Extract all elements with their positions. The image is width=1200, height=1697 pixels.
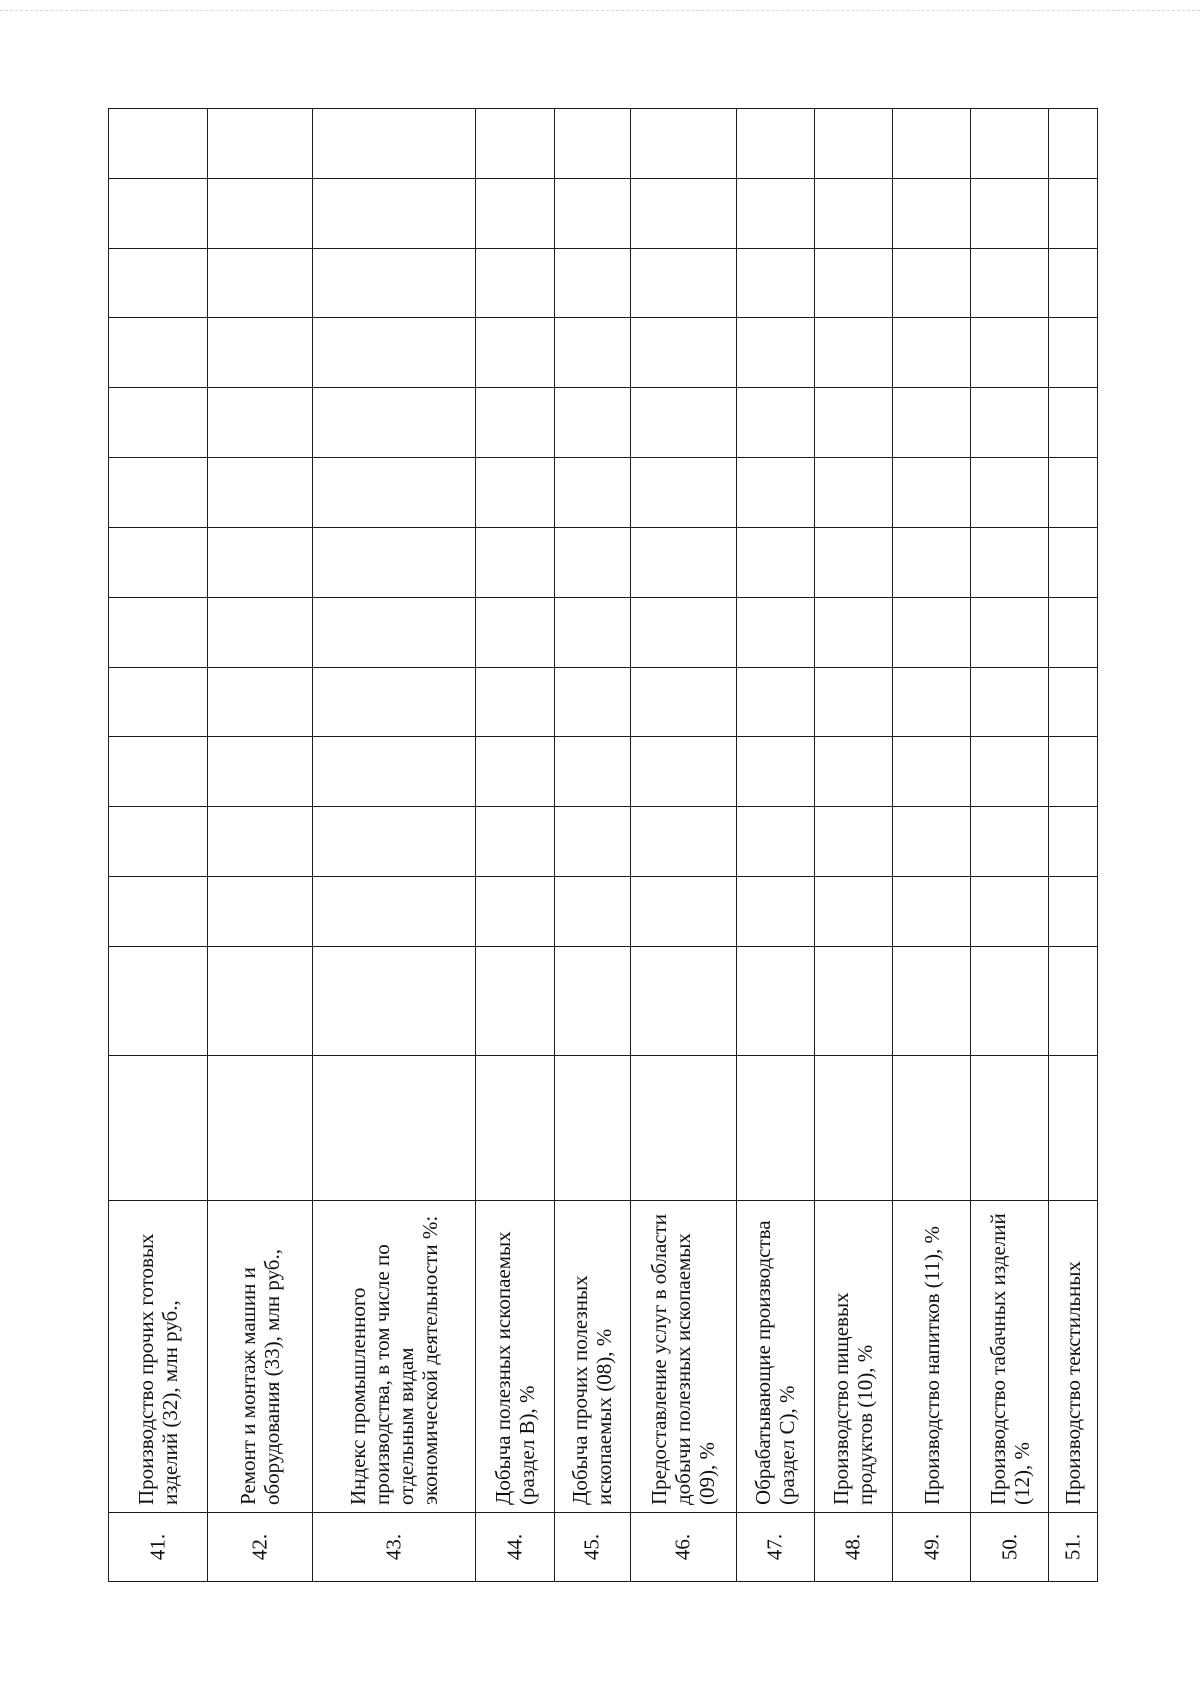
value-cell xyxy=(893,458,971,528)
value-cell xyxy=(312,178,475,248)
value-cell xyxy=(475,318,554,388)
value-cell xyxy=(207,877,312,947)
value-band xyxy=(109,667,1098,737)
row-number: 49. xyxy=(919,1533,944,1561)
value-cell xyxy=(207,248,312,318)
value-cell xyxy=(736,388,814,458)
row-number: 42. xyxy=(247,1533,272,1561)
value-cell xyxy=(893,946,971,1055)
row-number: 46. xyxy=(670,1533,695,1561)
value-cell xyxy=(736,248,814,318)
value-cell xyxy=(736,109,814,179)
value-cell xyxy=(893,737,971,807)
value-cell xyxy=(1049,109,1098,179)
value-cell xyxy=(814,109,892,179)
value-cell xyxy=(109,946,208,1055)
indicator-label: Производство напитков (11), % xyxy=(919,1225,944,1505)
value-cell xyxy=(630,109,736,179)
value-cell xyxy=(736,946,814,1055)
value-cell xyxy=(1049,458,1098,528)
row-number-cell xyxy=(630,1513,736,1582)
value-cell xyxy=(814,1056,892,1201)
indicator-label: Обрабатывающие производства (раздел C), % xyxy=(751,1220,800,1505)
value-cell xyxy=(1049,597,1098,667)
value-cell xyxy=(814,597,892,667)
value-cell xyxy=(475,1056,554,1201)
indicator-label-cell xyxy=(814,1201,892,1513)
value-cell xyxy=(1049,248,1098,318)
indicator-label-cell xyxy=(971,1201,1049,1513)
value-cell xyxy=(207,109,312,179)
value-cell xyxy=(971,597,1049,667)
value-cell xyxy=(554,458,630,528)
value-cell xyxy=(554,946,630,1055)
value-cell xyxy=(207,318,312,388)
value-cell xyxy=(736,527,814,597)
value-band xyxy=(109,946,1098,1055)
value-cell xyxy=(971,458,1049,528)
value-cell xyxy=(312,807,475,877)
value-cell xyxy=(312,527,475,597)
value-cell xyxy=(475,737,554,807)
value-band xyxy=(109,737,1098,807)
value-cell xyxy=(207,527,312,597)
value-cell xyxy=(109,109,208,179)
indicator-label-cell xyxy=(207,1201,312,1513)
value-cell xyxy=(109,737,208,807)
indicator-label-cell xyxy=(630,1201,736,1513)
value-cell xyxy=(207,946,312,1055)
value-cell xyxy=(207,597,312,667)
value-cell xyxy=(630,597,736,667)
value-cell xyxy=(814,388,892,458)
value-cell xyxy=(312,1056,475,1201)
indicator-label: Производство пищевых продуктов (10), % xyxy=(829,1292,878,1505)
value-cell xyxy=(475,667,554,737)
value-cell xyxy=(814,667,892,737)
value-cell xyxy=(109,318,208,388)
value-cell xyxy=(312,597,475,667)
value-cell xyxy=(109,807,208,877)
value-cell xyxy=(893,109,971,179)
value-cell xyxy=(736,877,814,947)
value-cell xyxy=(109,527,208,597)
value-cell xyxy=(109,1056,208,1201)
value-cell xyxy=(109,877,208,947)
value-band xyxy=(109,807,1098,877)
row-number: 41. xyxy=(145,1533,170,1561)
value-cell xyxy=(554,877,630,947)
row-number: 51. xyxy=(1060,1533,1085,1561)
value-cell xyxy=(893,527,971,597)
value-band xyxy=(109,248,1098,318)
value-cell xyxy=(312,458,475,528)
indicator-label-cell xyxy=(893,1201,971,1513)
value-band xyxy=(109,458,1098,528)
row-number-cell xyxy=(736,1513,814,1582)
value-cell xyxy=(109,667,208,737)
value-cell xyxy=(736,1056,814,1201)
value-cell xyxy=(109,178,208,248)
value-cell xyxy=(630,318,736,388)
value-cell xyxy=(312,318,475,388)
value-cell xyxy=(475,109,554,179)
value-cell xyxy=(475,458,554,528)
value-cell xyxy=(630,527,736,597)
row-number: 43. xyxy=(381,1533,406,1561)
value-cell xyxy=(475,178,554,248)
value-cell xyxy=(475,388,554,458)
row-number: 48. xyxy=(840,1533,865,1561)
value-cell xyxy=(736,667,814,737)
value-band xyxy=(109,527,1098,597)
value-cell xyxy=(971,737,1049,807)
value-cell xyxy=(893,667,971,737)
row-number-cell xyxy=(312,1513,475,1582)
value-cell xyxy=(630,388,736,458)
value-cell xyxy=(109,248,208,318)
value-cell xyxy=(630,667,736,737)
value-cell xyxy=(630,248,736,318)
value-cell xyxy=(736,178,814,248)
value-cell xyxy=(814,178,892,248)
value-cell xyxy=(1049,877,1098,947)
indicator-label: Добыча прочих полезных ископаемых (08), % xyxy=(568,1275,617,1505)
value-band xyxy=(109,318,1098,388)
value-cell xyxy=(971,178,1049,248)
value-cell xyxy=(630,458,736,528)
value-cell xyxy=(893,388,971,458)
value-cell xyxy=(207,667,312,737)
value-cell xyxy=(554,527,630,597)
indicator-label: Индекс промышленного производства, в том числе по отдельным видам экономической деятельности %: xyxy=(345,1215,442,1505)
row-number-cell xyxy=(554,1513,630,1582)
value-cell xyxy=(207,388,312,458)
value-cell xyxy=(736,597,814,667)
value-cell xyxy=(554,807,630,877)
row-number-cell xyxy=(109,1513,208,1582)
value-cell xyxy=(554,318,630,388)
value-cell xyxy=(893,597,971,667)
value-cell xyxy=(554,388,630,458)
value-cell xyxy=(971,877,1049,947)
row-number: 44. xyxy=(502,1533,527,1561)
value-cell xyxy=(736,807,814,877)
value-cell xyxy=(475,946,554,1055)
value-cell xyxy=(475,877,554,947)
indicator-label-cell xyxy=(475,1201,554,1513)
row-number-cell xyxy=(475,1513,554,1582)
value-cell xyxy=(893,877,971,947)
value-cell xyxy=(736,458,814,528)
indicator-label-cell xyxy=(554,1201,630,1513)
indicator-label: Производство прочих готовых изделий (32), млн руб., xyxy=(133,1233,182,1505)
value-cell xyxy=(814,737,892,807)
row-number-cell xyxy=(971,1513,1049,1582)
value-cell xyxy=(971,946,1049,1055)
value-band xyxy=(109,877,1098,947)
value-cell xyxy=(893,318,971,388)
value-cell xyxy=(971,318,1049,388)
value-cell xyxy=(554,109,630,179)
value-cell xyxy=(971,1056,1049,1201)
value-cell xyxy=(814,248,892,318)
value-cell xyxy=(207,807,312,877)
label-band xyxy=(109,1201,1098,1513)
value-cell xyxy=(475,807,554,877)
value-cell xyxy=(971,667,1049,737)
value-cell xyxy=(893,1056,971,1201)
value-cell xyxy=(312,877,475,947)
value-band xyxy=(109,178,1098,248)
indicator-label: Ремонт и монтаж машин и оборудования (33), млн руб., xyxy=(235,1248,284,1505)
row-number: 47. xyxy=(762,1533,787,1561)
value-cell xyxy=(971,109,1049,179)
value-cell xyxy=(814,946,892,1055)
value-cell xyxy=(893,178,971,248)
value-cell xyxy=(971,807,1049,877)
value-cell xyxy=(554,737,630,807)
value-cell xyxy=(554,1056,630,1201)
value-cell xyxy=(554,248,630,318)
value-cell xyxy=(109,597,208,667)
value-cell xyxy=(814,318,892,388)
value-cell xyxy=(207,1056,312,1201)
value-cell xyxy=(630,178,736,248)
value-cell xyxy=(475,597,554,667)
indicators-table xyxy=(108,108,1098,1582)
value-cell xyxy=(1049,527,1098,597)
indicator-label-cell xyxy=(312,1201,475,1513)
value-cell xyxy=(312,109,475,179)
value-cell xyxy=(475,527,554,597)
value-band xyxy=(109,597,1098,667)
value-cell xyxy=(1049,178,1098,248)
value-cell xyxy=(814,877,892,947)
row-number-cell xyxy=(207,1513,312,1582)
value-cell xyxy=(207,178,312,248)
value-band xyxy=(109,1056,1098,1201)
value-cell xyxy=(814,527,892,597)
indicator-label-cell xyxy=(109,1201,208,1513)
indicator-label: Производство табачных изделий (12), % xyxy=(985,1212,1034,1505)
value-cell xyxy=(1049,807,1098,877)
value-cell xyxy=(312,248,475,318)
value-cell xyxy=(630,807,736,877)
value-cell xyxy=(554,178,630,248)
value-cell xyxy=(312,388,475,458)
scan-edge-line xyxy=(0,10,1200,11)
indicator-label-cell xyxy=(736,1201,814,1513)
row-number-cell xyxy=(1049,1513,1098,1582)
value-cell xyxy=(971,248,1049,318)
row-number-cell xyxy=(814,1513,892,1582)
value-cell xyxy=(312,946,475,1055)
value-cell xyxy=(109,388,208,458)
value-cell xyxy=(554,597,630,667)
value-cell xyxy=(736,318,814,388)
indicator-label: Добыча полезных ископаемых (раздел B), % xyxy=(490,1231,539,1505)
value-cell xyxy=(1049,1056,1098,1201)
value-cell xyxy=(207,458,312,528)
value-cell xyxy=(1049,667,1098,737)
value-cell xyxy=(554,667,630,737)
value-cell xyxy=(1049,946,1098,1055)
indicator-label: Предоставление услуг в области добычи полезных ископаемых (09), % xyxy=(647,1213,720,1505)
value-cell xyxy=(736,737,814,807)
indicator-label: Производство текстильных xyxy=(1061,1260,1086,1505)
value-cell xyxy=(630,1056,736,1201)
value-cell xyxy=(1049,737,1098,807)
value-cell xyxy=(630,946,736,1055)
number-band xyxy=(109,1513,1098,1582)
value-band xyxy=(109,109,1098,179)
value-band xyxy=(109,388,1098,458)
value-cell xyxy=(971,388,1049,458)
row-number: 50. xyxy=(997,1533,1022,1561)
value-cell xyxy=(814,807,892,877)
indicator-label-cell xyxy=(1049,1201,1098,1513)
value-cell xyxy=(630,877,736,947)
value-cell xyxy=(893,807,971,877)
value-cell xyxy=(1049,318,1098,388)
value-cell xyxy=(630,737,736,807)
row-number-cell xyxy=(893,1513,971,1582)
value-cell xyxy=(312,737,475,807)
value-cell xyxy=(109,458,208,528)
value-cell xyxy=(893,248,971,318)
value-cell xyxy=(475,248,554,318)
value-cell xyxy=(1049,388,1098,458)
value-cell xyxy=(207,737,312,807)
value-cell xyxy=(312,667,475,737)
value-cell xyxy=(814,458,892,528)
value-cell xyxy=(971,527,1049,597)
row-number: 45. xyxy=(579,1533,604,1561)
